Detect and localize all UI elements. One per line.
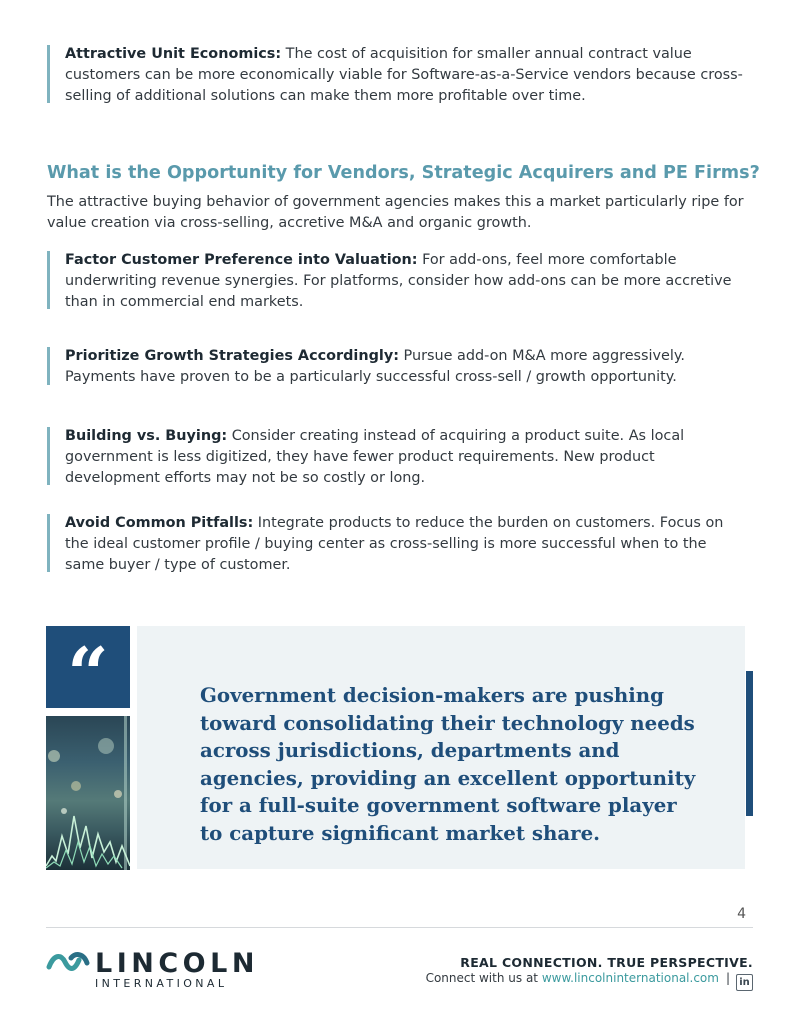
bullet-text	[47, 346, 747, 388]
bullet-text	[47, 513, 747, 576]
footer-connect	[426, 971, 753, 991]
bullet-title: Building vs. Buying:	[65, 428, 228, 444]
bullet-text	[47, 44, 747, 107]
bullet-bar	[47, 514, 50, 572]
logo-wordmark: LINCOLN	[95, 948, 259, 979]
quote-icon-box	[46, 626, 130, 716]
city-lights-graphic	[46, 716, 130, 870]
accent-bar	[746, 671, 753, 816]
bullet-body: For add-ons, feel more comfortable underwriting revenue synergies. For platforms, consider how add-ons can be more accretive than in commercial end markets.	[65, 252, 732, 310]
lincoln-logo-icon	[46, 950, 90, 974]
bullet-title: Attractive Unit Economics:	[65, 46, 282, 62]
bullet-pitfalls	[47, 513, 747, 576]
footer-divider	[46, 927, 753, 928]
section-intro: The attractive buying behavior of government agencies makes this a market particularly ripe for value creation via cross-selling, accretive M&A and organic growth.	[47, 194, 744, 231]
footer-tagline: REAL CONNECTION. TRUE PERSPECTIVE.	[460, 955, 753, 970]
bullet-unit-economics	[47, 44, 747, 107]
bullet-bar	[47, 427, 50, 485]
quote-mark-icon: “	[67, 631, 109, 716]
bullet-body: Integrate products to reduce the burden on customers. Focus on the ideal customer profile / buying center as cross-selling is more successful when to the same buyer / type of customer.	[65, 515, 724, 573]
bullet-building	[47, 426, 747, 489]
bullet-body: Pursue add-on M&A more aggressively. Payments have proven to be a particularly successful cross-sell / growth opportunity.	[65, 348, 685, 385]
page-number: 4	[737, 906, 746, 922]
bullet-text	[47, 426, 747, 489]
section-heading: What is the Opportunity for Vendors, Strategic Acquirers and PE Firms?	[47, 163, 760, 183]
bullet-bar	[47, 45, 50, 103]
pull-quote: Government decision-makers are pushing toward consolidating their technology needs across jurisdictions, departments and agencies, providing an excellent opportunity for a full-suite government software player to capture significant market share.	[200, 683, 696, 845]
bullet-title: Prioritize Growth Strategies Accordingly:	[65, 348, 399, 364]
bullet-growth	[47, 346, 747, 388]
bullet-body: The cost of acquisition for smaller annual contract value customers can be more economically viable for Software-as-a-Service vendors because cross-selling of additional solutions can make them more profitable over time.	[65, 46, 743, 104]
linkedin-icon[interactable]: in	[736, 974, 753, 991]
bullet-bar	[47, 251, 50, 309]
bullet-title: Avoid Common Pitfalls:	[65, 515, 254, 531]
website-link[interactable]: www.lincolninternational.com	[541, 971, 719, 985]
logo-subtitle: INTERNATIONAL	[95, 977, 228, 990]
bullet-bar	[47, 347, 50, 385]
bullet-body: Consider creating instead of acquiring a product suite. As local government is less digitized, they have fewer product requirements. New product development efforts may not be so costly or long.	[65, 428, 685, 486]
bullet-title: Factor Customer Preference into Valuation:	[65, 252, 418, 268]
bullet-valuation	[47, 250, 747, 313]
city-lights-image	[46, 716, 130, 870]
separator: |	[725, 971, 730, 985]
bullet-text	[47, 250, 747, 313]
connect-prefix: Connect with us at	[425, 971, 542, 985]
